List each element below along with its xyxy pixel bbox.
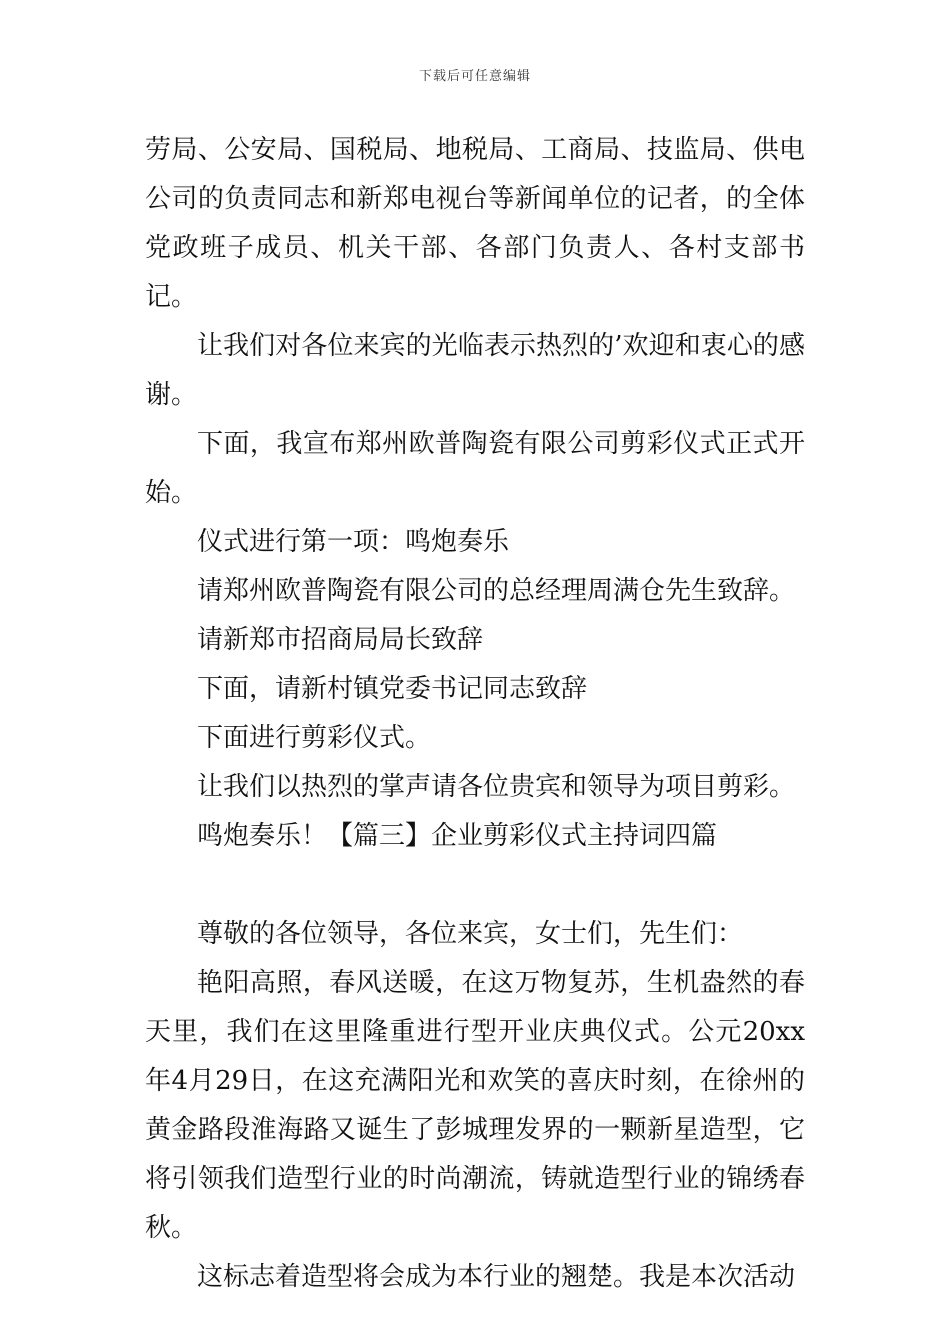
paragraph: 仪式进行第一项：鸣炮奏乐 [197, 527, 510, 557]
paragraph: 让我们以热烈的掌声请各位贵宾和领导为项目剪彩。 [197, 772, 796, 802]
paragraph: 下面，请新村镇党委书记同志致辞 [197, 674, 588, 704]
blank-line [145, 861, 805, 910]
page-header-note: 下载后可任意编辑 [418, 69, 531, 84]
paragraph: 艳阳高照，春风送暖，在这万物复苏，生机盎然的春天里，我们在这里隆重进行型开业庆典仪式。公元20xx年4月29日，在这充满阳光和欢笑的喜庆时刻，在徐州的黄金路段淮海路又诞生了彭城理发界的一颗新星造型，它将引领我们造型行业的时尚潮流，铸就造型行业的锦绣春秋。 [145, 968, 805, 1243]
paragraph: 这标志着造型将会成为本行业的翘楚。我是本次活动 [197, 1262, 796, 1292]
paragraph: 请新郑市招商局局长致辞 [197, 625, 484, 655]
paragraph: 尊敬的各位领导，各位来宾，女士们，先生们： [197, 919, 744, 949]
paragraph: 让我们对各位来宾的光临表示热烈的’欢迎和衷心的感谢。 [145, 331, 805, 410]
paragraph: 下面，我宣布郑州欧普陶瓷有限公司剪彩仪式正式开始。 [145, 429, 805, 508]
document-body [145, 126, 805, 1302]
paragraph: 劳局、公安局、国税局、地税局、工商局、技监局、供电公司的负责同志和新郑电视台等新闻单位的记者，的全体党政班子成员、机关干部、各部门负责人、各村支部书记。 [145, 135, 805, 312]
paragraph: 下面进行剪彩仪式。 [197, 723, 432, 753]
paragraph: 鸣炮奏乐！【篇三】企业剪彩仪式主持词四篇 [197, 821, 718, 851]
paragraph: 请郑州欧普陶瓷有限公司的总经理周满仓先生致辞。 [197, 576, 796, 606]
